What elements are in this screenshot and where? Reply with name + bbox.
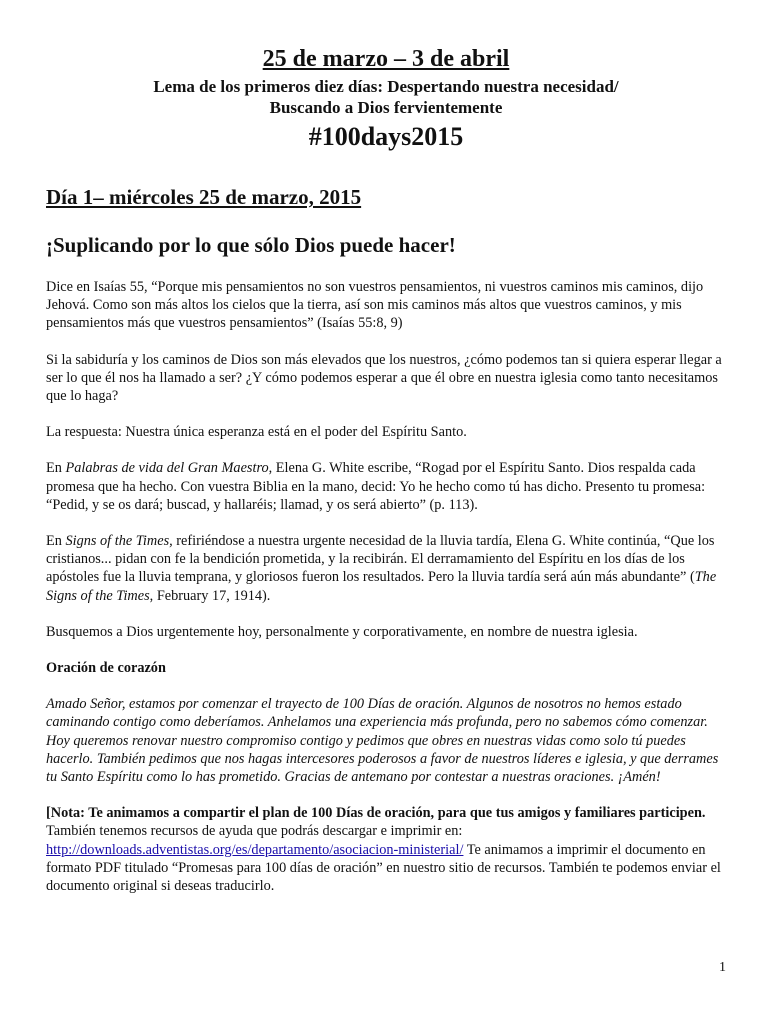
note-text-before-link: También tenemos recursos de ayuda que podrás descargar e imprimir en: bbox=[46, 823, 463, 840]
paragraph-busquemos: Busquemos a Dios urgentemente hoy, personalmente y corporativamente, en nombre de nuestra iglesia. bbox=[46, 623, 638, 640]
p5-pre: En bbox=[46, 533, 66, 550]
book-title-palabras: Palabras de vida del Gran Maestro bbox=[65, 460, 269, 477]
book-title-signs-2: The Signs of the Times bbox=[46, 569, 717, 604]
paragraph-respuesta: La respuesta: Nuestra única esperanza está en el poder del Espíritu Santo. bbox=[46, 424, 467, 441]
p5-mid: refiriéndose a nuestra urgente necesidad de la lluvia tardía, Elena G. White continúa, “Que los cristianos... pidan con fe la bendición prometida, y la recibirán. El derramamiento del Espíritu en los días de los apóstoles fue la lluvia temprana, y gloriosos fueron los resultados. Pero la lluvia tardía será aún más abundante” ( bbox=[46, 533, 715, 586]
document-page bbox=[46, 44, 726, 895]
resources-link[interactable]: http://downloads.adventistas.org/es/departamento/asociacion-ministerial/ bbox=[46, 841, 464, 858]
paragraph-sabiduria: Si la sabiduría y los caminos de Dios son más elevados que los nuestros, ¿cómo podemos tan si quiera esperar llegar a ser lo que él nos ha llamado a ser? ¿Y cómo podemos esperar a que él obre en nuestra iglesia como tanto necesitamos que lo haga? bbox=[46, 351, 722, 405]
p5-post: , February 17, 1914). bbox=[149, 587, 271, 604]
hashtag: #100days2015 bbox=[308, 122, 464, 151]
note-bold: [Nota: Te animamos a compartir el plan de 100 Días de oración, para que tus amigos y familiares participen. bbox=[46, 805, 706, 822]
day-headline: ¡Suplicando por lo que sólo Dios puede hacer! bbox=[46, 233, 456, 257]
page-number: 1 bbox=[719, 960, 726, 975]
document-header bbox=[46, 44, 726, 154]
note-text-after-link: Te animamos a imprimir el documento en formato PDF titulado “Promesas para 100 días de oración” en nuestro sitio de recursos. También te podemos enviar el documento original si deseas traducirlo. bbox=[46, 841, 721, 895]
book-title-signs: Signs of the Times, bbox=[65, 533, 173, 550]
paragraph-isaias: Dice en Isaías 55, “Porque mis pensamientos no son vuestros pensamientos, ni vuestros caminos mis caminos, dijo Jehová. Como son más altos los cielos que la tierra, así son mis caminos más altos que vuestros caminos, y mis pensamientos más que vuestros pensamientos” (Isaías 55:8, 9) bbox=[46, 279, 704, 332]
p4-pre: En bbox=[46, 460, 66, 477]
paragraph-signs-of-the-times bbox=[46, 532, 726, 605]
p4-post: , Elena G. White escribe, “Rogad por el Espíritu Santo. Dios respalda cada promesa que ha hecho. Con vuestra Biblia en la mano, decid: Yo he hecho como tú has dicho. Presento tu promesa: “Pedid, y se os dará; buscad, y hallaréis; llamad, y os será abierto” (p. 113). bbox=[46, 460, 706, 513]
date-range-title: 25 de marzo – 3 de abril bbox=[262, 46, 510, 72]
lema-line-2: Buscando a Dios fervientemente bbox=[269, 98, 503, 117]
lema-line-1: Lema de los primeros diez días: Despertando nuestra necesidad/ bbox=[153, 77, 619, 96]
day-title: Día 1– miércoles 25 de marzo, 2015 bbox=[46, 185, 362, 209]
prayer-text: Amado Señor, estamos por comenzar el trayecto de 100 Días de oración. Algunos de nosotros no hemos estado caminando contigo como deberíamos. Anhelamos una experiencia más profunda, pero no sabemos cómo comenzar. Hoy queremos renovar nuestro compromiso contigo y pedimos que obres en nuestras vidas como solo tú puedes hacerlo. También pedimos que nos hagas intercesores poderosos a favor de nuestros líderes e iglesia, y que derrames tu Santo Espíritu como lo has prometido. Gracias de antemano por contestar a nuestras oraciones. ¡Amén! bbox=[46, 696, 719, 786]
prayer-heading: Oración de corazón bbox=[46, 660, 166, 677]
paragraph-palabras-de-vida bbox=[46, 459, 726, 514]
note-paragraph bbox=[46, 804, 726, 895]
